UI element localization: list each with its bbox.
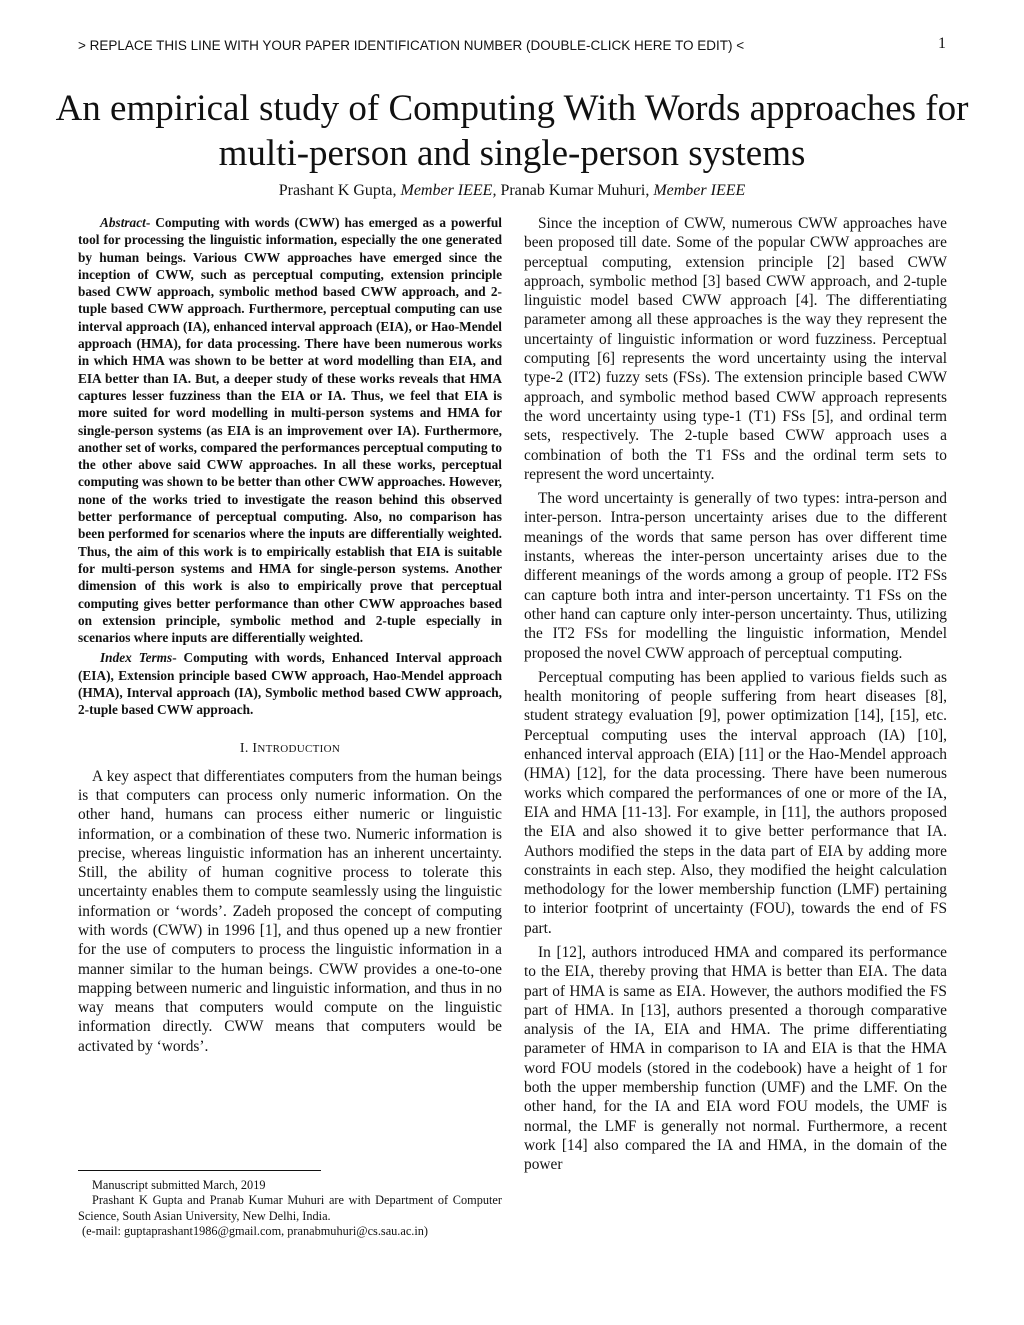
index-terms — [78, 649, 502, 718]
right-paragraph-4: In [12], authors introduced HMA and compared its performance to the EIA, thereby proving that HMA is better than EIA. The data part of HMA is same as EIA. However, the authors modified the FS part of HMA. In [13], authors presented a thorough comparative analysis of the IA, EIA and HMA. The prime differentiating parameter of HMA in comparison to IA and EIA is that the HMA word FOU models (stored in the codebook) have a height of 1 for both the upper membership function (UMF) and the LMF. On the other hand, for the IA and EIA word FOU models, the UMF is normal, the LMF is generally not normal. Furthermore, a recent work [14] also compared the IA and HMA, in the domain of the power — [524, 943, 947, 1174]
abstract — [78, 214, 502, 646]
section-number: I. I — [239, 740, 258, 756]
footnotes — [78, 1178, 502, 1240]
section-heading-introduction — [78, 741, 502, 757]
footnote-submitted: Manuscript submitted March, 2019 — [92, 1178, 266, 1192]
right-paragraph-2: The word uncertainty is generally of two types: intra-person and inter-person. Intra-person uncertainty arises due to the different meanings of the words that same person has over different time instants, whereas the inter-person uncertainty arises due to the different meanings of the words among a group of people. IT2 FSs can capture both intra and inter-person uncertainty. T1 FSs on the other hand can capture only inter-person uncertainty. Thus, utilizing the IT2 FSs for modelling the linguistic information, Mendel proposed the novel CWW approach of perceptual computing. — [524, 490, 947, 662]
author-1-role: Member IEEE, — [400, 182, 497, 199]
right-paragraph-3: Perceptual computing has been applied to various fields such as health monitoring of people suffering from heart diseases [8], student strategy evaluation [9], power optimization [14], [15], etc. Perceptual computing uses the interval approach (IA) [10], enhanced interval approach (EIA) [11] or the Hao-Mendel approach (HMA) [12], for the data processing. There have been numerous works which compared the performances of one or more of the IA, EIA and HMA [11-13]. For example, in [11], the authors proposed the EIA and also showed it to give better performance that IA. Authors modified the steps in the data part of EIA by adding more constraints in each step. Also, they modified the height calculation methodology for the lower membership function (LMF) pertaining to interior footprint of uncertainty (FOU), towards the end of FS part. — [524, 668, 947, 937]
intro-paragraph: A key aspect that differentiates computers from the human beings is that computers can process only numeric information. On the other hand, humans can process either numeric or linguistic information, or a combination of these two. Numeric information is precise, whereas linguistic information has an inherent uncertainty. Still, the ability of human cognitive process to tolerate this uncertainty enables them to compute seamlessly using the linguistic information or ‘words’. Zadeh proposed the concept of computing with words (CWW) in 1996 [1], and thus opened up a new frontier for the use of computers to process the linguistic information in a manner similar to the human beings. CWW provides a one-to-one mapping between numeric and linguistic information, and thus in no way means that computers would compute on the linguistic information directly. CWW means that computers would be activated by ‘words’. — [78, 767, 502, 1055]
author-1-separator: , — [392, 182, 401, 199]
running-head: > REPLACE THIS LINE WITH YOUR PAPER IDENTIFICATION NUMBER (DOUBLE-CLICK HERE TO EDIT) < — [78, 38, 745, 53]
page-number: 1 — [938, 35, 946, 52]
footnote-affiliation: Prashant K Gupta and Pranab Kumar Muhuri are with Department of Computer Science, South Asian University, New Delhi, India. — [78, 1193, 502, 1223]
author-line — [40, 182, 984, 200]
right-column — [524, 214, 947, 1180]
index-terms-label: Index Terms — [100, 650, 173, 666]
right-paragraph-1: Since the inception of CWW, numerous CWW approaches have been proposed till date. Some of the popular CWW approaches are perceptual computing, extension principle [2] based CWW approach, symbolic method [3] based CWW approach, and 2-tuple linguistic model based CWW approach [4]. The differentiating parameter among all these approaches is the way they represent the uncertainty of linguistic information or word fuzziness. Perceptual computing [6] represents the word uncertainty using the interval type-2 (IT2) fuzzy sets (FSs). The extension principle based CWW approach, and symbolic method based CWW approach represents the word uncertainty using type-1 (T1) FSs [5], and ordinal term sets, respectively. The 2-tuple based CWW approach uses a combination of both the T1 FSs and the ordinal term sets to represent the word uncertainty. — [524, 215, 947, 483]
section-title: NTRODUCTION — [257, 742, 341, 755]
paper-title: An empirical study of Computing With Words approaches for multi-person and single-person systems — [55, 88, 969, 174]
footnote-email: (e-mail: guptaprashant1986@gmail.com, pranabmuhuri@cs.sau.ac.in) — [82, 1224, 429, 1239]
footnote-divider — [78, 1170, 321, 1171]
abstract-text: - Computing with words (CWW) has emerged as a powerful tool for processing the linguistic information, especially the one generated by human beings. Various CWW approaches have emerged since the inception of CWW, such as perceptual computing, extension principle based CWW approach, symbolic method based CWW approach, and 2-tuple based CWW approach. Furthermore, perceptual computing can use interval approach (IA), enhanced interval approach (EIA), or Hao-Mendel approach (HMA), for data processing. There have been numerous works in which HMA was shown to be better at word modelling than EIA, and EIA better than IA. But, a deeper study of these works reveals that HMA captures lesser fuzziness than the EIA or IA. Thus, we feel that EIA is more suited for word modelling in multi-person systems and HMA for single-person systems (as EIA is an improvement over IA). Furthermore, another set of works, compared the performances perceptual computing to the other above said CWW approaches. In all these works, perceptual computing was shown to be better than other CWW approaches. However, none of the works tried to investigate the reason behind this observed better performance of perceptual computing. Also, no comparison has been performed for scenarios where the inputs are differentially weighted. Thus, the aim of this work is to empirically establish that EIA is suitable for multi-person systems and HMA for single-person systems. Another dimension of this work is also to empirically prove that perceptual computing gives better performance than other CWW approaches based on extension principle, symbolic method and 2-tuple especially in scenarios where inputs are differentially weighted. — [78, 215, 502, 646]
abstract-label: Abstract — [100, 215, 146, 230]
author-2-separator: , — [645, 182, 654, 199]
author-2-role: Member IEEE — [653, 182, 746, 199]
author-2-name: Pranab Kumar Muhuri — [496, 182, 646, 199]
left-column — [78, 214, 502, 1061]
index-terms-text: - Computing with words, Enhanced Interval approach (EIA), Extension principle based CWW approach, Hao-Mendel approach (HMA), Interval approach (IA), Symbolic method based CWW approach, 2-tuple based CWW approach. — [78, 650, 502, 718]
author-1-name: Prashant K Gupta — [278, 182, 393, 199]
